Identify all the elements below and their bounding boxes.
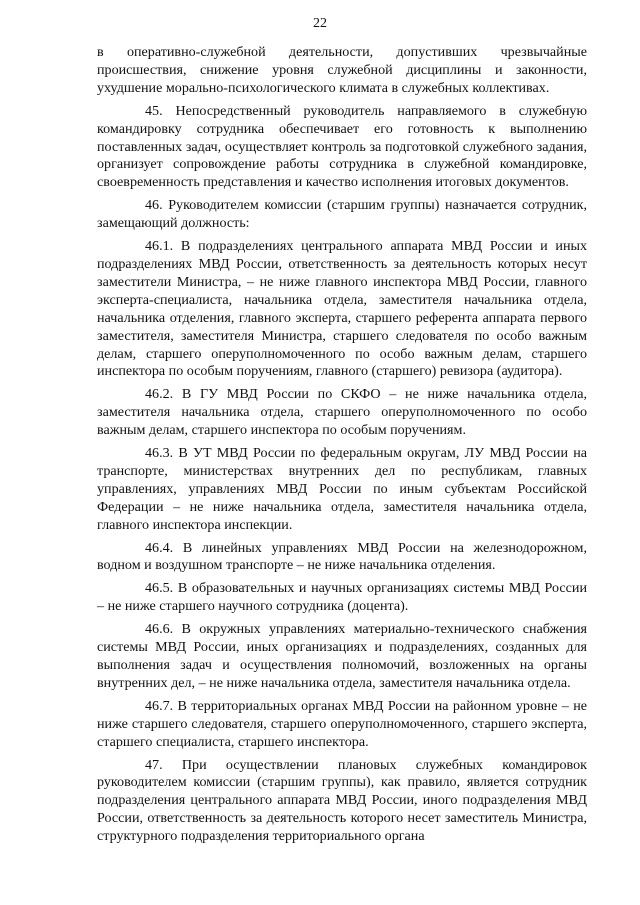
paragraph-46-2: 46.2. В ГУ МВД России по СКФО – не ниже начальника отдела, заместителя начальника отдела, старшего оперуполномоченного по особо важным делам, старшего инспектора по особым поручениям. [97,386,587,439]
paragraph-46-1: 46.1. В подразделениях центрального аппарата МВД России и иных подразделениях МВД России, ответственность за деятельность которых несут заместители Министра, – не ниже главного инспектора МВД России, главного эксперта-специалиста, начальника отдела, заместителя начальника отдела, начальника отделения, главного эксперта, старшего референта аппарата первого заместителя, заместителя Министра, старшего следователя по особо важным делам, старшего оперуполномоченного по особо важным делам, старшего инспектора по особым поручениям, главного (старшего) ревизора (аудитора). [97,238,587,380]
paragraph-45: 45. Непосредственный руководитель направляемого в служебную командировку сотрудника обеспечивает его готовность к выполнению поставленных задач, осуществляет контроль за подготовкой служебного задания, организует сопровождение работы сотрудника в служебной командировке, своевременность представления и качество исполнения итоговых документов. [97,102,587,191]
paragraph-46-6: 46.6. В окружных управлениях материально-технического снабжения системы МВД России, иных организациях и подразделениях, созданных для выполнения задач и осуществления полномочий, возложенных на органы внутренних дел, – не ниже начальника отдела, заместителя начальника отдела. [97,621,587,691]
paragraph-46: 46. Руководителем комиссии (старшим группы) назначается сотрудник, замещающий должность: [97,197,587,232]
paragraph-continuation: в оперативно-служебной деятельности, допустивших чрезвычайные происшествия, снижение уровня служебной дисциплины и законности, ухудшение морально-психологического климата в служебных коллективах. [97,44,587,96]
paragraph-47: 47. При осуществлении плановых служебных командировок руководителем комиссии (старшим группы), как правило, является сотрудник подразделения центрального аппарата МВД России, иного подразделения МВД России, ответственность за деятельность которого несет заместитель Министра, структурного подразделения территориального органа [97,756,587,845]
document-body [97,44,587,851]
paragraph-46-7: 46.7. В территориальных органах МВД России на районном уровне – не ниже старшего следователя, старшего оперуполномоченного, старшего эксперта, старшего специалиста, старшего инспектора. [97,697,587,750]
paragraph-46-4: 46.4. В линейных управлениях МВД России на железнодорожном, водном и воздушном транспорте – не ниже начальника отделения. [97,539,587,574]
page-number: 22 [313,16,327,31]
paragraph-46-5: 46.5. В образовательных и научных организациях системы МВД России – не ниже старшего научного сотрудника (доцента). [97,580,587,615]
paragraph-46-3: 46.3. В УТ МВД России по федеральным округам, ЛУ МВД России на транспорте, министерствах внутренних дел по республикам, главных управлениях, управлениях МВД России по иным субъектам Российской Федерации – не ниже начальника отдела, заместителя начальника отдела, главного инспектора инспекции. [97,445,587,533]
